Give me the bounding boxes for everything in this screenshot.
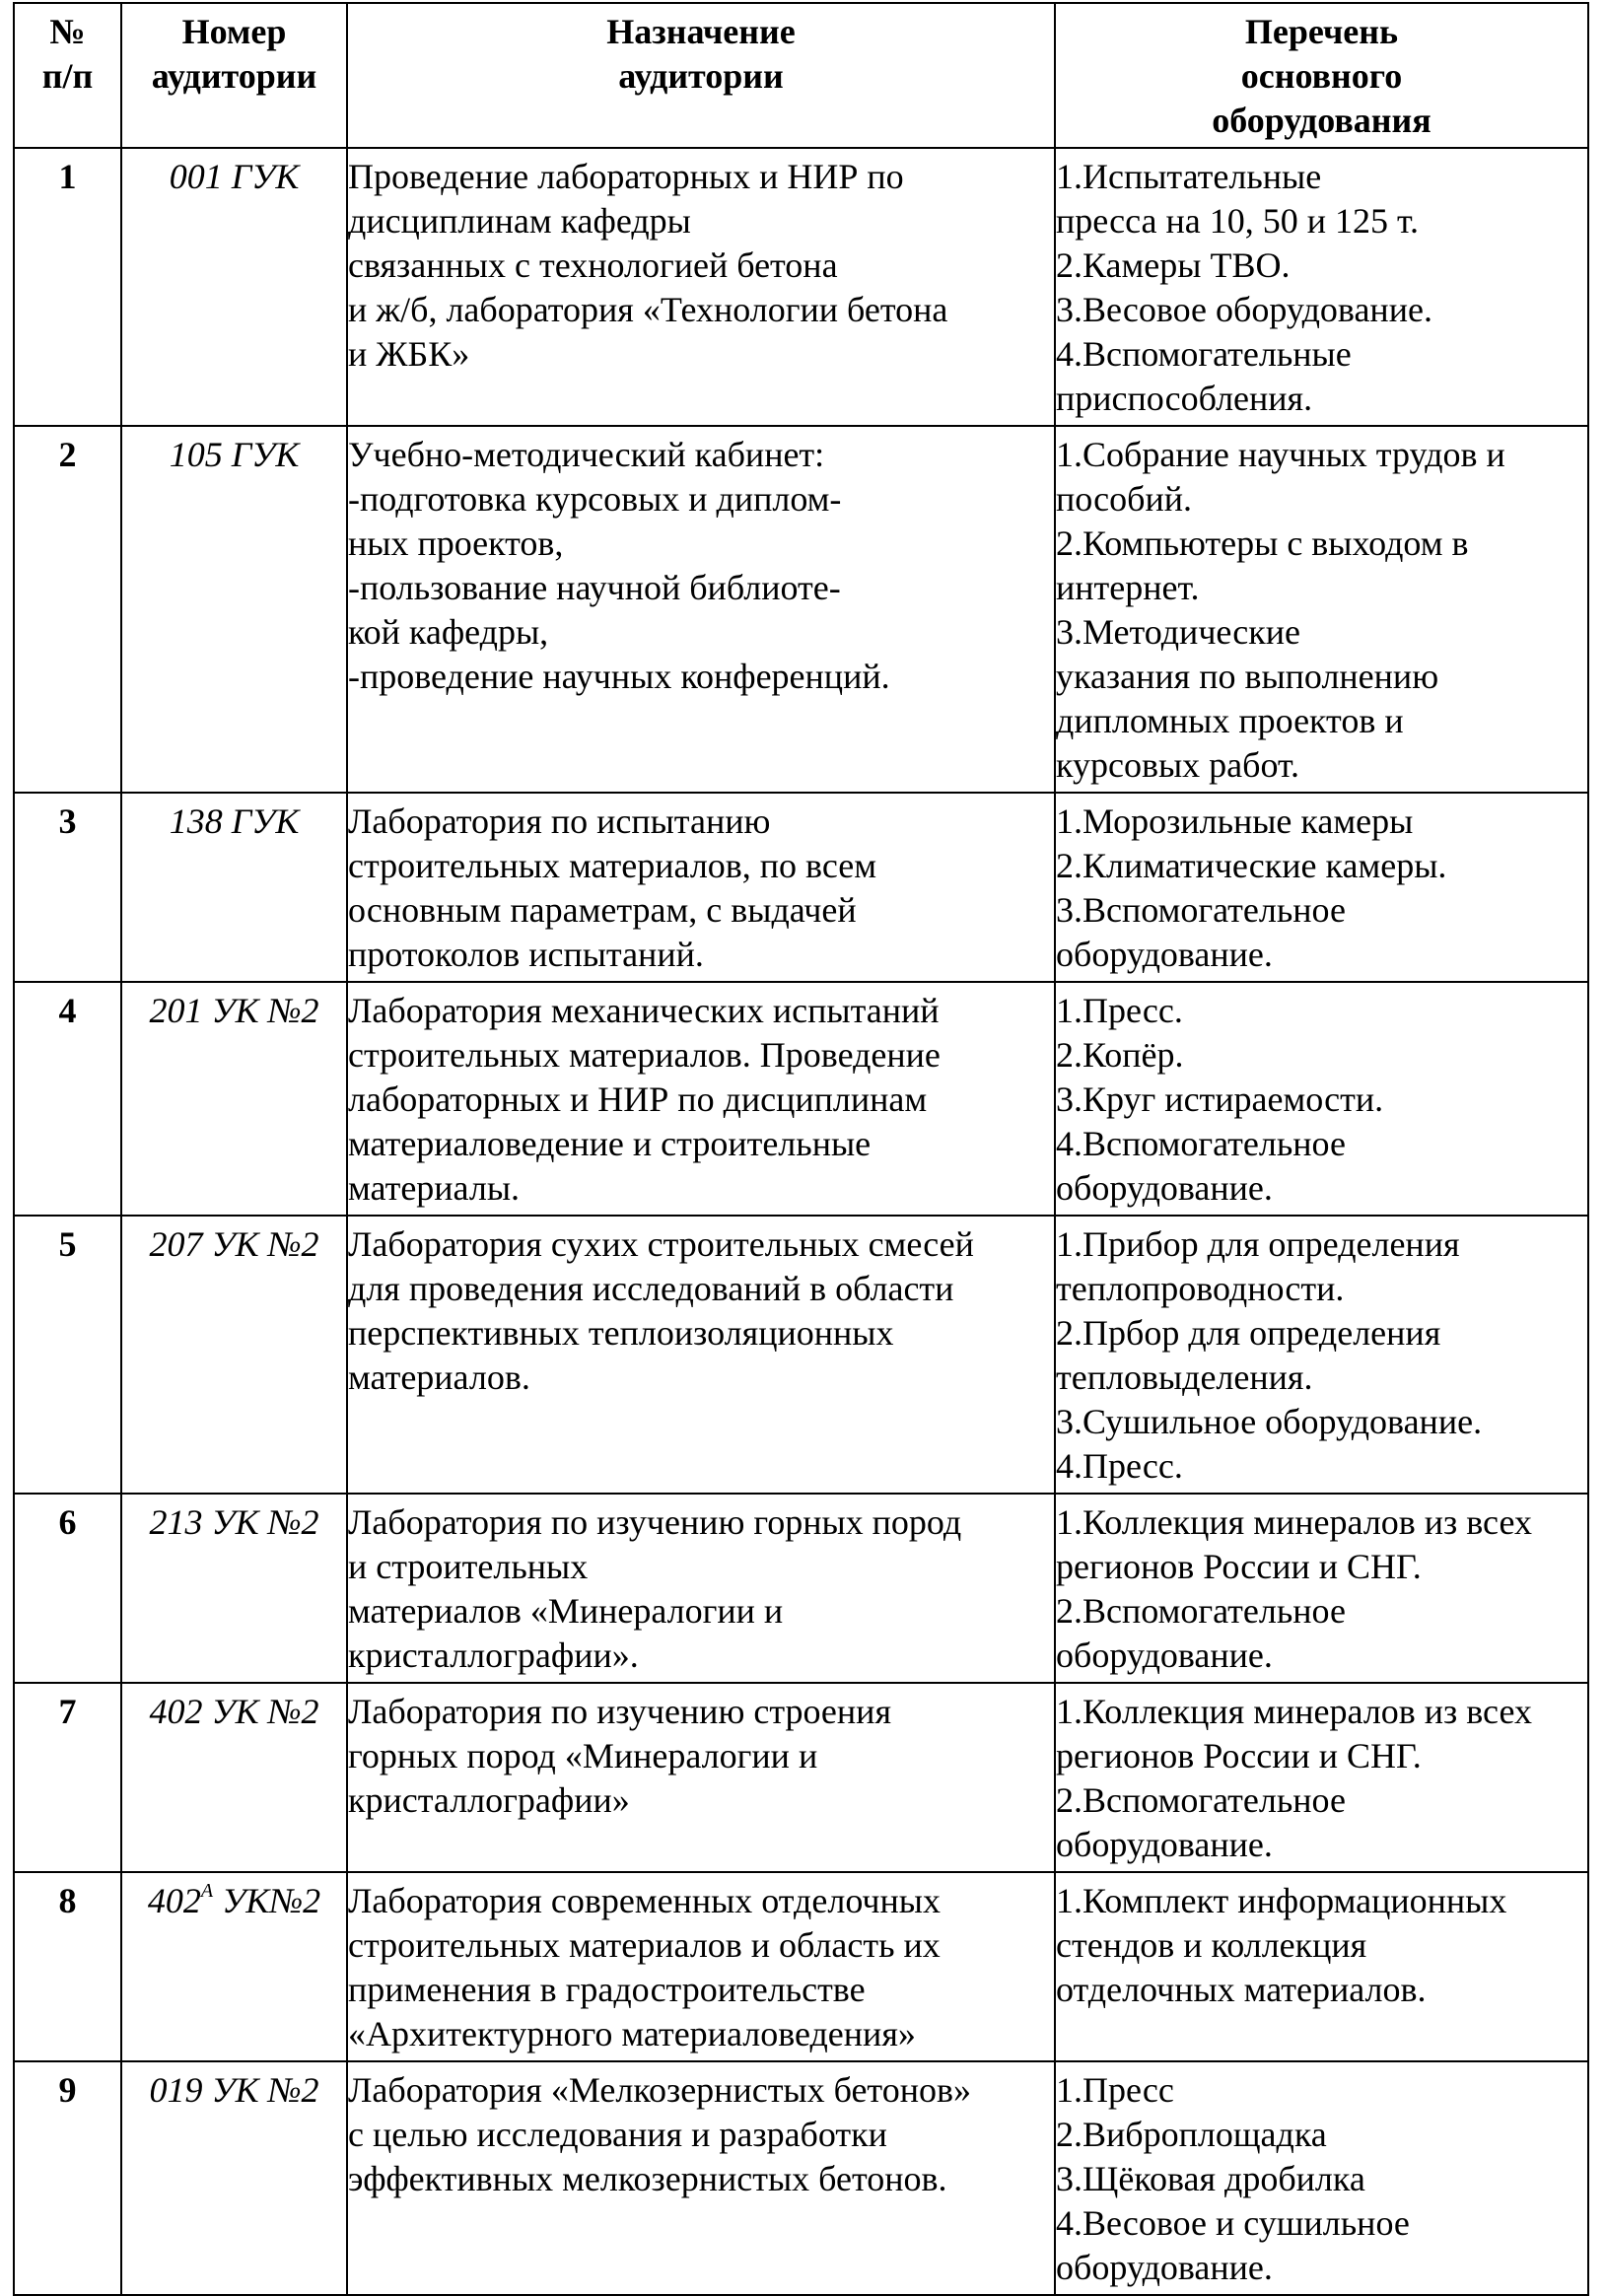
equipment-line: дипломных проектов и bbox=[1056, 701, 1404, 740]
row-number: 9 bbox=[14, 2061, 121, 2295]
purpose-line: Лаборатория по испытанию bbox=[348, 801, 771, 841]
row-number: 3 bbox=[14, 793, 121, 982]
equipment-line: 1.Собрание научных трудов и bbox=[1056, 435, 1505, 474]
purpose-line: материалов. bbox=[348, 1357, 530, 1397]
purpose-line: Лаборатория по изучению горных пород bbox=[348, 1502, 962, 1542]
room-number: 019 УК №2 bbox=[121, 2061, 347, 2295]
equipment-line: 1.Пресс. bbox=[1056, 991, 1183, 1030]
equipment-line: оборудование. bbox=[1056, 1635, 1273, 1675]
equipment-line: 1.Испытательные bbox=[1056, 157, 1322, 196]
table-row bbox=[14, 1494, 1588, 1683]
room-number: 201 УК №2 bbox=[121, 982, 347, 1216]
equipment-line: оборудование. bbox=[1056, 935, 1273, 974]
table-row bbox=[14, 2061, 1588, 2295]
equipment-line: 4.Пресс. bbox=[1056, 1446, 1183, 1486]
purpose-line: и ж/б, лаборатория «Технологии бетона bbox=[348, 290, 948, 329]
table-row bbox=[14, 793, 1588, 982]
room-purpose bbox=[347, 793, 1055, 982]
equipment-list bbox=[1055, 1494, 1588, 1683]
equipment-line: 3.Весовое оборудование. bbox=[1056, 290, 1432, 329]
equipment-line: пресса на 10, 50 и 125 т. bbox=[1056, 201, 1420, 241]
room-number: 213 УК №2 bbox=[121, 1494, 347, 1683]
header-equipment: Перечень основного оборудования bbox=[1055, 3, 1588, 148]
equipment-line: 1.Комплект информационных bbox=[1056, 1881, 1507, 1920]
table-row bbox=[14, 982, 1588, 1216]
room-number bbox=[121, 1872, 347, 2061]
purpose-line: связанных с технологией бетона bbox=[348, 245, 838, 285]
equipment-line: регионов России и СНГ. bbox=[1056, 1547, 1422, 1586]
room-number-superscript: А bbox=[200, 1880, 214, 1902]
equipment-line: 1.Пресс bbox=[1056, 2070, 1174, 2110]
room-purpose bbox=[347, 1683, 1055, 1872]
purpose-line: лабораторных и НИР по дисциплинам bbox=[348, 1079, 928, 1119]
row-number: 4 bbox=[14, 982, 121, 1216]
purpose-line: кой кафедры, bbox=[348, 612, 549, 652]
table-row bbox=[14, 1683, 1588, 1872]
purpose-line: основным параметрам, с выдачей bbox=[348, 890, 857, 930]
row-number: 7 bbox=[14, 1683, 121, 1872]
room-number: 105 ГУК bbox=[121, 426, 347, 793]
equipment-list bbox=[1055, 426, 1588, 793]
equipment-line: 2.Вспомогательное bbox=[1056, 1780, 1346, 1820]
equipment-line: 3.Круг истираемости. bbox=[1056, 1079, 1384, 1119]
row-number: 5 bbox=[14, 1216, 121, 1494]
purpose-line: -подготовка курсовых и диплом- bbox=[348, 479, 842, 519]
room-purpose bbox=[347, 1872, 1055, 2061]
room-number: 001 ГУК bbox=[121, 148, 347, 426]
room-purpose bbox=[347, 1494, 1055, 1683]
purpose-line: Лаборатория «Мелкозернистых бетонов» bbox=[348, 2070, 971, 2110]
equipment-list bbox=[1055, 982, 1588, 1216]
equipment-list bbox=[1055, 793, 1588, 982]
equipment-line: 3.Щёковая дробилка bbox=[1056, 2159, 1365, 2198]
table-body bbox=[14, 148, 1588, 2295]
equipment-list bbox=[1055, 1683, 1588, 1872]
header-row bbox=[14, 3, 1588, 148]
table-row bbox=[14, 426, 1588, 793]
row-number: 8 bbox=[14, 1872, 121, 2061]
equipment-line: оборудование. bbox=[1056, 1825, 1273, 1864]
purpose-line: дисциплинам кафедры bbox=[348, 201, 691, 241]
room-purpose bbox=[347, 2061, 1055, 2295]
equipment-line: 2.Виброплощадка bbox=[1056, 2115, 1327, 2154]
equipment-line: стендов и коллекция bbox=[1056, 1925, 1367, 1965]
equipment-line: 1.Прибор для определения bbox=[1056, 1224, 1460, 1264]
room-number-suffix: УК№2 bbox=[213, 1881, 321, 1920]
equipment-line: 4.Весовое и сушильное bbox=[1056, 2203, 1410, 2243]
equipment-line: пособий. bbox=[1056, 479, 1192, 519]
row-number: 6 bbox=[14, 1494, 121, 1683]
room-number-base: 402 bbox=[147, 1881, 201, 1920]
table-row bbox=[14, 1872, 1588, 2061]
room-purpose bbox=[347, 148, 1055, 426]
room-purpose bbox=[347, 982, 1055, 1216]
equipment-line: 1.Коллекция минералов из всех bbox=[1056, 1502, 1532, 1542]
purpose-line: кристаллографии». bbox=[348, 1635, 639, 1675]
purpose-line: с целью исследования и разработки bbox=[348, 2115, 887, 2154]
purpose-line: -пользование научной библиоте- bbox=[348, 568, 841, 607]
room-number: 207 УК №2 bbox=[121, 1216, 347, 1494]
equipment-line: 1.Коллекция минералов из всех bbox=[1056, 1692, 1532, 1731]
equipment-line: 2.Камеры ТВО. bbox=[1056, 245, 1291, 285]
equipment-line: тепловыделения. bbox=[1056, 1357, 1313, 1397]
purpose-line: строительных материалов и область их bbox=[348, 1925, 941, 1965]
purpose-line: перспективных теплоизоляционных bbox=[348, 1313, 894, 1353]
equipment-line: 2.Климатические камеры. bbox=[1056, 846, 1447, 885]
equipment-line: 2.Вспомогательное bbox=[1056, 1591, 1346, 1631]
equipment-line: приспособления. bbox=[1056, 379, 1313, 418]
purpose-line: и ЖБК» bbox=[348, 334, 470, 374]
room-purpose bbox=[347, 1216, 1055, 1494]
purpose-line: Лаборатория по изучению строения bbox=[348, 1692, 892, 1731]
purpose-line: материалов «Минералогии и bbox=[348, 1591, 784, 1631]
purpose-line: строительных материалов. Проведение bbox=[348, 1035, 941, 1075]
equipment-table bbox=[13, 2, 1589, 2296]
room-number: 138 ГУК bbox=[121, 793, 347, 982]
purpose-line: Лаборатория сухих строительных смесей bbox=[348, 1224, 974, 1264]
equipment-line: указания по выполнению bbox=[1056, 657, 1439, 696]
equipment-line: 3.Сушильное оборудование. bbox=[1056, 1402, 1483, 1441]
room-number: 402 УК №2 bbox=[121, 1683, 347, 1872]
purpose-line: кристаллографии» bbox=[348, 1780, 630, 1820]
purpose-line: -проведение научных конференций. bbox=[348, 657, 890, 696]
purpose-line: «Архитектурного материаловедения» bbox=[348, 2014, 916, 2053]
equipment-line: интернет. bbox=[1056, 568, 1200, 607]
table-row bbox=[14, 148, 1588, 426]
purpose-line: для проведения исследований в области bbox=[348, 1269, 954, 1308]
equipment-line: оборудование. bbox=[1056, 1168, 1273, 1208]
purpose-line: протоколов испытаний. bbox=[348, 935, 704, 974]
equipment-line: 2.Копёр. bbox=[1056, 1035, 1184, 1075]
equipment-line: теплопроводности. bbox=[1056, 1269, 1345, 1308]
purpose-line: применения в градостроительстве bbox=[348, 1970, 866, 2009]
equipment-line: отделочных материалов. bbox=[1056, 1970, 1427, 2009]
equipment-line: 1.Морозильные камеры bbox=[1056, 801, 1414, 841]
purpose-line: материаловедение и строительные bbox=[348, 1124, 872, 1163]
equipment-line: регионов России и СНГ. bbox=[1056, 1736, 1422, 1775]
table-row bbox=[14, 1216, 1588, 1494]
header-purpose: Назначение аудитории bbox=[347, 3, 1055, 148]
row-number: 1 bbox=[14, 148, 121, 426]
equipment-line: курсовых работ. bbox=[1056, 745, 1299, 785]
equipment-line: 2.Компьютеры с выходом в bbox=[1056, 523, 1469, 563]
equipment-line: оборудование. bbox=[1056, 2248, 1273, 2287]
purpose-line: Лаборатория механических испытаний bbox=[348, 991, 940, 1030]
equipment-list bbox=[1055, 1872, 1588, 2061]
purpose-line: строительных материалов, по всем bbox=[348, 846, 877, 885]
equipment-line: 3.Методические bbox=[1056, 612, 1301, 652]
header-num: № п/п bbox=[14, 3, 121, 148]
purpose-line: ных проектов, bbox=[348, 523, 564, 563]
header-room: Номер аудитории bbox=[121, 3, 347, 148]
equipment-line: 4.Вспомогательное bbox=[1056, 1124, 1346, 1163]
row-number: 2 bbox=[14, 426, 121, 793]
equipment-line: 3.Вспомогательное bbox=[1056, 890, 1346, 930]
equipment-line: 2.Прбор для определения bbox=[1056, 1313, 1441, 1353]
purpose-line: Учебно-методический кабинет: bbox=[348, 435, 825, 474]
purpose-line: эффективных мелкозернистых бетонов. bbox=[348, 2159, 947, 2198]
equipment-list bbox=[1055, 148, 1588, 426]
purpose-line: материалы. bbox=[348, 1168, 521, 1208]
equipment-list bbox=[1055, 1216, 1588, 1494]
purpose-line: и строительных bbox=[348, 1547, 589, 1586]
purpose-line: Лаборатория современных отделочных bbox=[348, 1881, 941, 1920]
room-purpose bbox=[347, 426, 1055, 793]
equipment-line: 4.Вспомогательные bbox=[1056, 334, 1352, 374]
equipment-list bbox=[1055, 2061, 1588, 2295]
purpose-line: горных пород «Минералогии и bbox=[348, 1736, 818, 1775]
purpose-line: Проведение лабораторных и НИР по bbox=[348, 157, 904, 196]
